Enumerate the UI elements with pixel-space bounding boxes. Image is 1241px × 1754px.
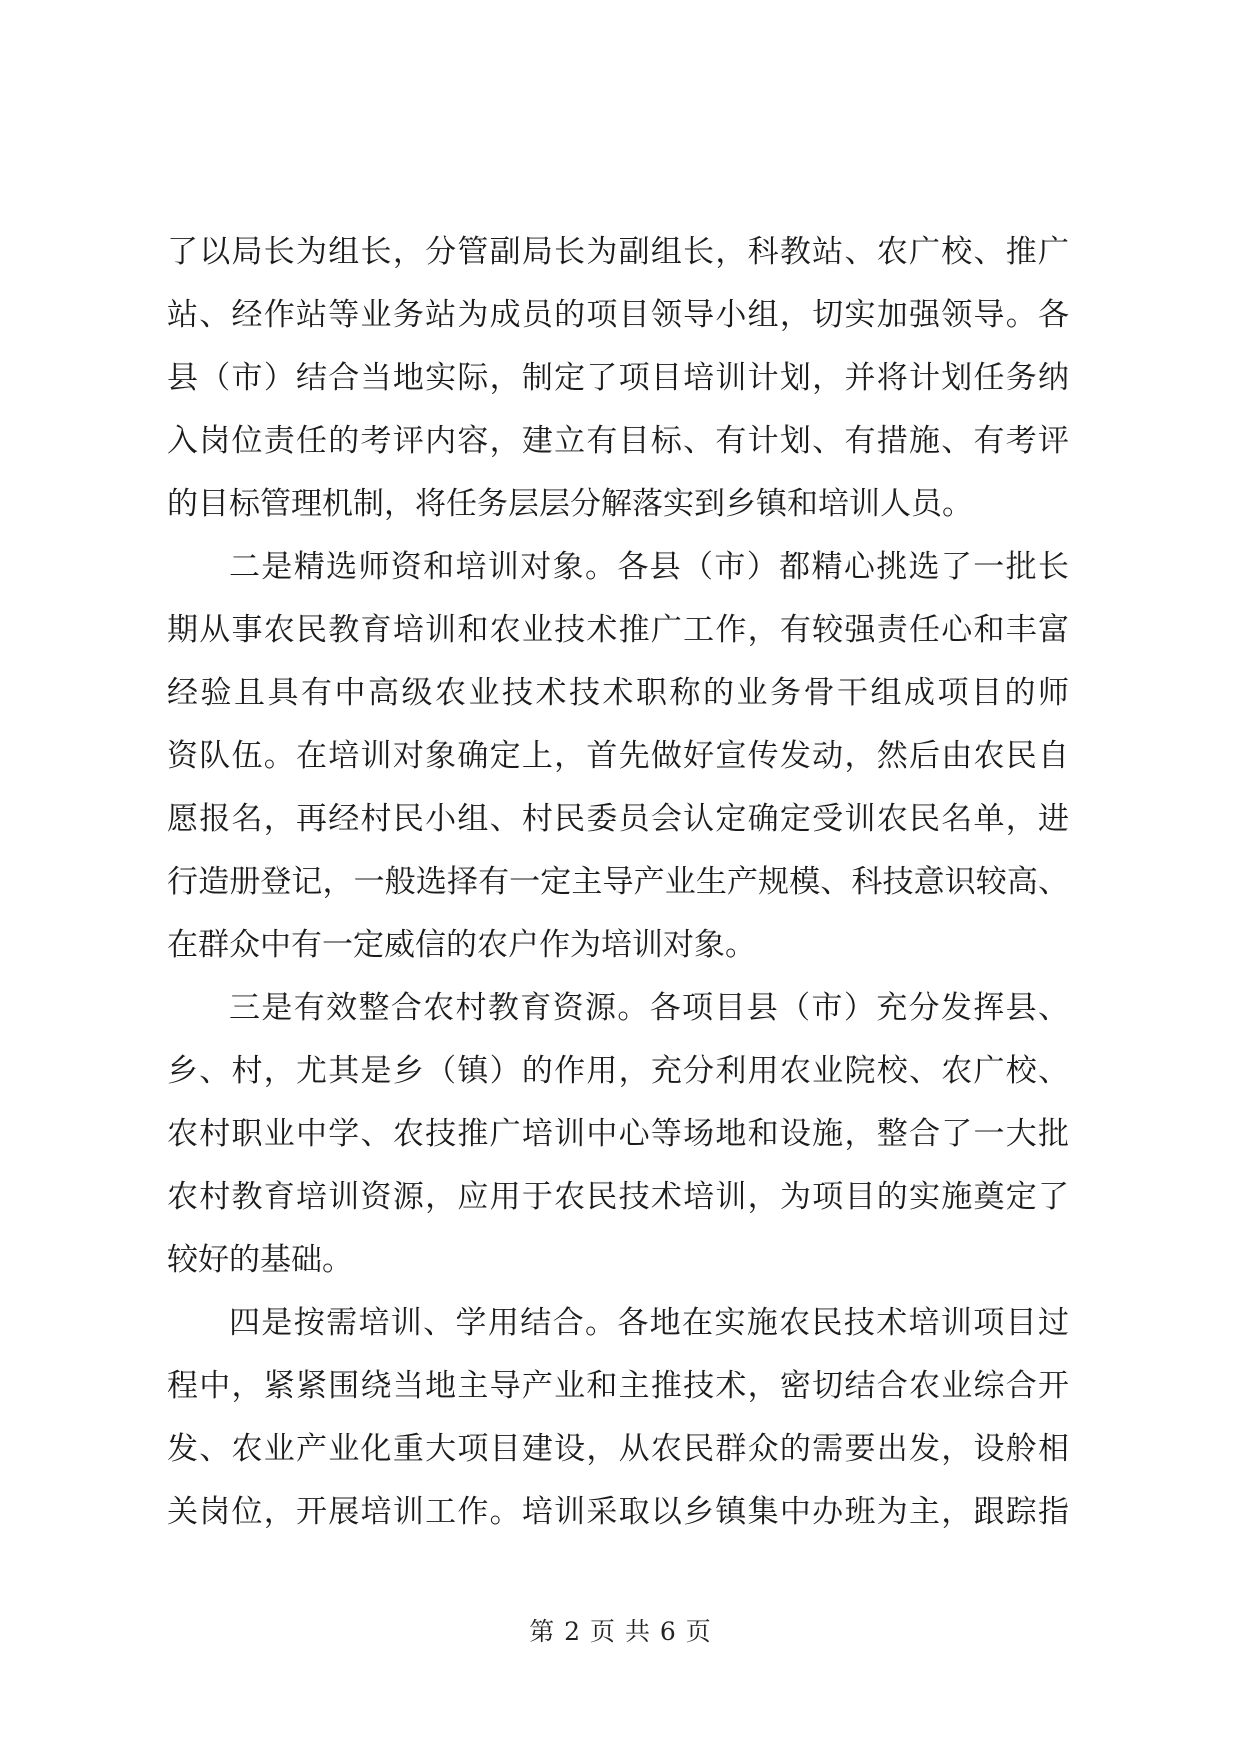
text-line: 二是精选师资和培训对象。各县（市）都精心挑选了一批长 [229, 549, 1069, 585]
text-line: 发、农业产业化重大项目建设，从农民群众的需要出发，设舲相 [167, 1431, 1069, 1467]
text-line: 愿报名，再经村民小组、村民委员会认定确定受训农民名单，进 [167, 801, 1069, 837]
text-line: 三是有效整合农村教育资源。各项目县（市）充分发挥县、 [229, 990, 1069, 1026]
page-number-label: 第 2 页 共 6 页 [529, 1617, 712, 1646]
text-line: 入岗位责任的考评内容，建立有目标、有计划、有措施、有考评 [167, 423, 1069, 459]
text-line: 在群众中有一定威信的农户作为培训对象。 [167, 927, 756, 963]
page-footer [0, 1612, 1241, 1648]
text-line: 县（市）结合当地实际，制定了项目培训计划，并将计划任务纳 [167, 360, 1069, 396]
text-line: 程中，紧紧围绕当地主导产业和主推技术，密切结合农业综合开 [167, 1368, 1069, 1404]
text-line: 经验且具有中高级农业技术技术职称的业务骨干组成项目的师 [167, 675, 1069, 711]
text-line: 农村教育培训资源，应用于农民技术培训，为项目的实施奠定了 [167, 1179, 1069, 1215]
text-line: 农村职业中学、农技推广培训中心等场地和设施，整合了一大批 [167, 1116, 1069, 1152]
text-line: 四是按需培训、学用结合。各地在实施农民技术培训项目过 [229, 1305, 1069, 1341]
text-line: 站、经作站等业务站为成员的项目领导小组，切实加强领导。各 [167, 297, 1069, 333]
text-line: 资队伍。在培训对象确定上，首先做好宣传发动，然后由农民自 [167, 738, 1069, 774]
document-body [167, 221, 1069, 1544]
text-line: 的目标管理机制，将任务层层分解落实到乡镇和培训人员。 [167, 486, 973, 522]
text-line: 较好的基础。 [167, 1242, 353, 1278]
text-line: 关岗位，开展培训工作。培训采取以乡镇集中办班为主，跟踪指 [167, 1494, 1069, 1530]
text-line: 了以局长为组长，分管副局长为副组长，科教站、农广校、推广 [167, 234, 1069, 270]
text-line: 期从事农民教育培训和农业技术推广工作，有较强责任心和丰富 [167, 612, 1069, 648]
text-line: 行造册登记，一般选择有一定主导产业生产规模、科技意识较高、 [167, 864, 1069, 900]
text-line: 乡、村，尤其是乡（镇）的作用，充分利用农业院校、农广校、 [167, 1053, 1069, 1089]
